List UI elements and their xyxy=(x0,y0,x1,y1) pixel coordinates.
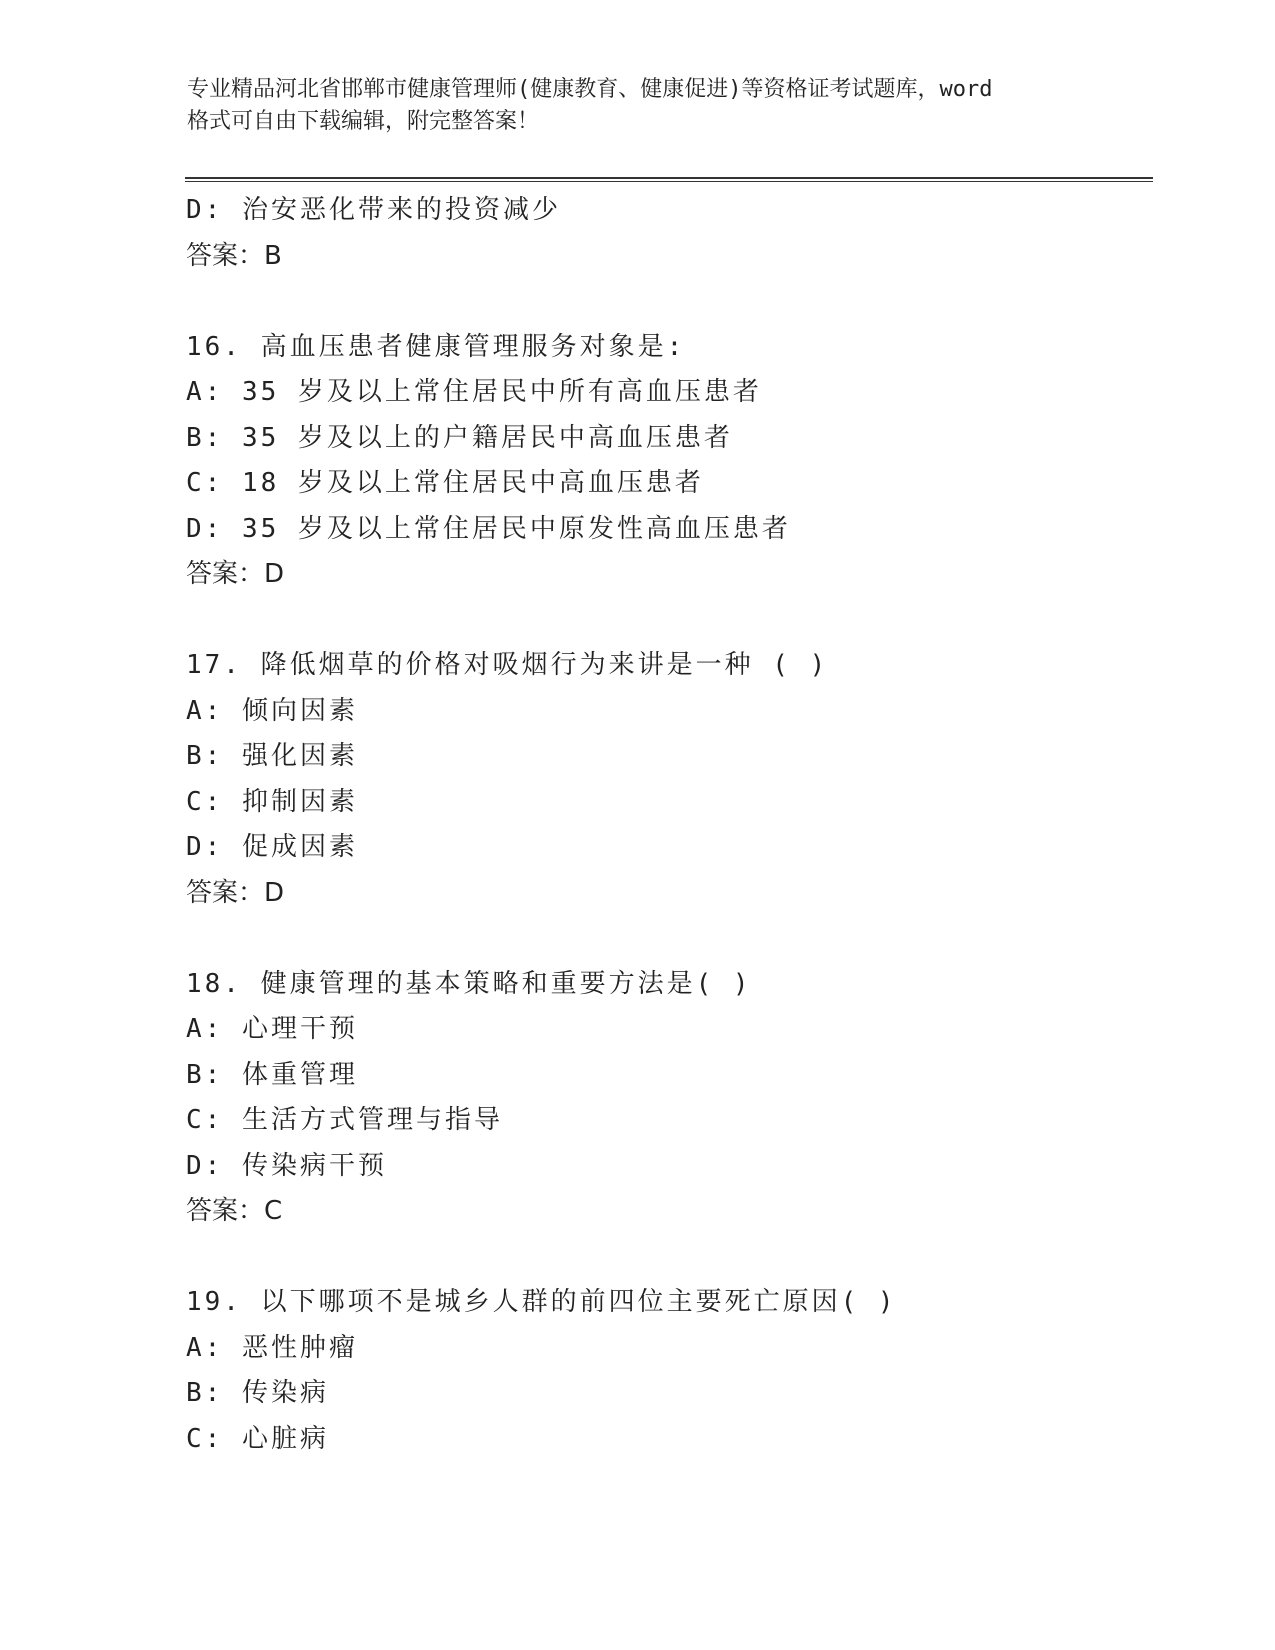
header-divider-thin xyxy=(185,181,1153,182)
option-b: B: 35 岁及以上的户籍居民中高血压患者 xyxy=(186,422,733,453)
question-block-16 xyxy=(186,325,1146,598)
header-divider-thick xyxy=(185,177,1153,179)
option-c: C: 抑制因素 xyxy=(186,786,358,817)
option-b: B: 传染病 xyxy=(186,1378,329,1408)
option-b: B: 强化因素 xyxy=(186,741,358,771)
spacer xyxy=(186,916,1146,962)
question-stem: 17. 降低烟草的价格对吸烟行为来讲是一种 ( ) xyxy=(186,650,829,680)
answer-line: 答案：C xyxy=(186,1196,283,1226)
header-line-2: 格式可自由下载编辑，附完整答案！ xyxy=(187,109,540,134)
option-c: C: 生活方式管理与指导 xyxy=(186,1105,503,1135)
question-stem: 18. 健康管理的基本策略和重要方法是( ) xyxy=(186,968,752,999)
answer-line: 答案：B xyxy=(186,240,282,271)
option-a: A: 35 岁及以上常住居民中所有高血压患者 xyxy=(186,377,762,407)
option-a: A: 恶性肿瘤 xyxy=(186,1332,358,1363)
question-block-15-tail xyxy=(186,188,1146,279)
question-block-17 xyxy=(186,643,1146,916)
question-list xyxy=(186,188,1146,1462)
spacer xyxy=(186,1235,1146,1281)
spacer xyxy=(186,598,1146,644)
question-block-18 xyxy=(186,962,1146,1235)
spacer xyxy=(186,279,1146,325)
answer-line: 答案：D xyxy=(186,559,285,589)
question-block-19 xyxy=(186,1280,1146,1462)
option-d: D: 治安恶化带来的投资减少 xyxy=(186,195,561,225)
question-stem: 19. 以下哪项不是城乡人群的前四位主要死亡原因( ) xyxy=(186,1287,897,1317)
option-c: C: 18 岁及以上常住居民中高血压患者 xyxy=(186,468,704,498)
option-c: C: 心脏病 xyxy=(186,1423,329,1454)
option-a: A: 心理干预 xyxy=(186,1014,358,1044)
question-stem: 16. 高血压患者健康管理服务对象是: xyxy=(186,331,686,362)
document-header xyxy=(187,74,1087,138)
option-d: D: 35 岁及以上常住居民中原发性高血压患者 xyxy=(186,513,791,544)
header-line-1: 专业精品河北省邯郸市健康管理师(健康教育、健康促进)等资格证考试题库，word xyxy=(187,77,993,102)
option-b: B: 体重管理 xyxy=(186,1059,358,1090)
option-a: A: 倾向因素 xyxy=(186,695,358,726)
answer-line: 答案：D xyxy=(186,877,285,908)
option-d: D: 传染病干预 xyxy=(186,1150,387,1181)
option-d: D: 促成因素 xyxy=(186,832,358,862)
